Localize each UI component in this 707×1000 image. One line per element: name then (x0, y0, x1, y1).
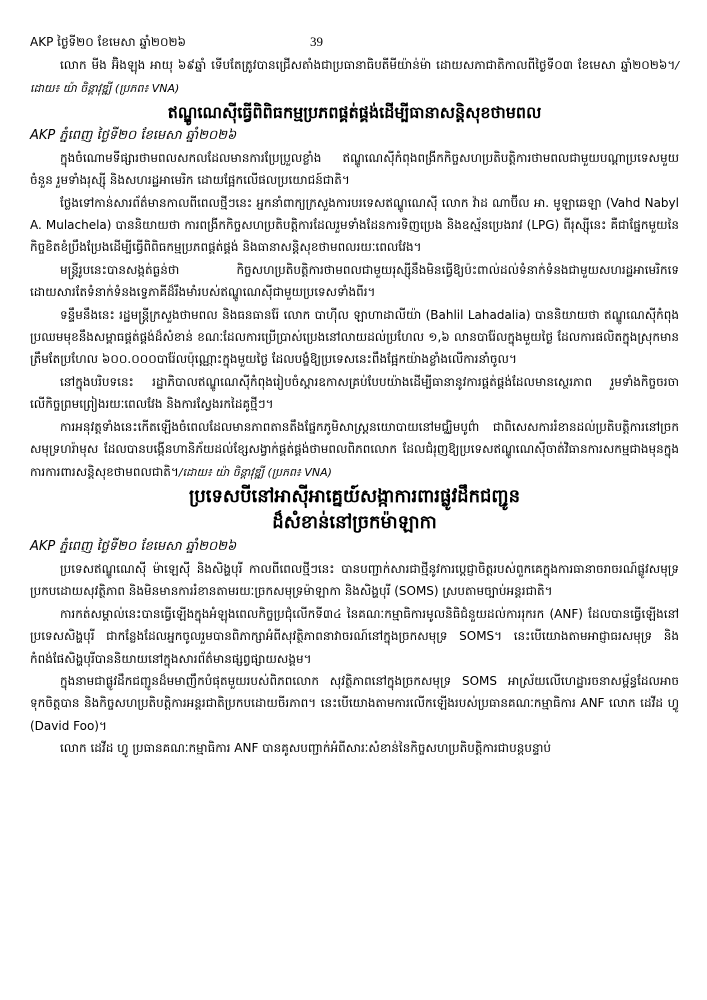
page-header (30, 34, 679, 54)
article-1-paragraph-text: ការអនុវត្តទាំងនេះកើតឡើងចំពេលដែលមានភាពតានតឹងផ្នែកភូមិសាស្ត្រនយោបាយនៅមជ្ឈិមបូព៌ា ជាពិសេសការរំខានដល់ប្រតិបត្តិការនៅច្រកសមុទ្រហរ៉ាមុស ដែលបានបង្កើនហានិភ័យដល់ខ្សែសង្វាក់ផ្គត់ផ្គង់ថាមពលពិភពលោក ដែលជំរុញឱ្យប្រទេសឥណ្ឌូណេស៊ីចាត់វិធានការសកម្មជាងមុនក្នុងការការពារសន្ដិសុខថាមពលជាតិ។ (30, 419, 679, 479)
article-1-paragraph: នៅក្នុងបរិបទនេះ រដ្ឋាភិបាលឥណ្ឌូណេស៊ីកំពុងរៀបចំស្ដារឧកាសគ្រប់បែបយ៉ាងដើម្បីធានានូវការផ្គត់ផ្គង់ដែលមានស្ថេរភាព រួមទាំងកិច្ចចរចាលើកិច្ចព្រមព្រៀងរយៈពេលវែង និងការស្វែងរកដៃគូថ្មីៗ។ (30, 374, 679, 412)
article-1-paragraph: ថ្លែងទៅកាន់សារព័ត៌មានកាលពីពេលថ្មីៗនេះ អ្នកនាំពាក្យក្រសួងការបរទេសឥណ្ឌូណេស៊ី លោក វ៉ាដ ណាប៊ីល អា. មូឡាឆេឡា (Vahd Nabyl A. Mulachela) បាននិយាយថា ការពង្រីកកិច្ចសហប្រតិបត្តិការដែលរួមទាំងដែនការទិញប្រេង និងឧស្ម័នប្រេងរាវ (LPG) ពីរុស្ស៊ីនេះ គឺជាផ្នែកមួយនៃកិច្ចខិតខំប្រឹងប្រែងដើម្បីធ្វើពិពិធកម្មប្រភពផ្គត់ផ្គង់ និងធានាសន្ដិសុខថាមពលរយៈពេលវែង។ (30, 195, 679, 255)
article-2-headline-line-2: ដ៏សំខាន់នៅច្រកម៉ាឡាកា (272, 511, 437, 533)
page-number: 39 (310, 34, 323, 49)
article-1-paragraph: ក្នុងចំណោមទីផ្សារថាមពលសកលដែលមានការប្រែប្រួលខ្លាំង ឥណ្ឌូណេស៊ីកំពុងពង្រីកកិច្ចសហប្រតិបត្តិការថាមពលជាមួយបណ្ដាប្រទេសមួយចំនួន រួមទាំងរុស្ស៊ី និងសហរដ្ឋអាមេរិក ដោយផ្អែកលើផលប្រយោជន៍ជាតិ។ (30, 150, 679, 188)
article-1-headline: ឥណ្ឌូណេស៊ីធ្វើពិពិធកម្មប្រភពផ្គត់ផ្គង់ដើម្បីធានាសន្ដិសុខថាមពល (167, 102, 542, 122)
article-2-paragraph: ក្នុងនាមជាផ្លូវដឹកជញ្ជូនដ៏មមាញឹកបំផុតមួយរបស់ពិភពលោក សុវត្ថិភាពនៅក្នុងច្រកសមុទ្រ SOMS អាស្រ័យលើហេដ្ឋារចនាសម្ព័ន្ធដែលអាចទុកចិត្តបាន និងកិច្ចសហប្រតិបត្តិការអន្តរជាតិប្រកបដោយចីរភាព។ នេះបើយោងតាមការលើកឡើងរបស់ប្រធានគណៈកម្មាធិការ ANF លោក ដេវីដ ហ្វូ (David Foo)។ (30, 673, 679, 733)
article-1-dateline: AKP ភ្នំពេញ ថ្ងៃទី២០ ខែមេសា ឆ្នាំ២០២៦ (30, 127, 237, 143)
header-source-date: AKP ថ្ងៃទី២០ ខែមេសា ឆ្នាំ២០២៦ (30, 35, 187, 49)
article-1-paragraph: មន្ត្រីរូបនេះបានសង្កត់ធ្ងន់ថា កិច្ចសហប្រតិបត្តិការថាមពលជាមួយរុស្ស៊ីនឹងមិនធ្វើឱ្យប៉ះពាល់ដល់ទំនាក់ទំនងជាមួយសហរដ្ឋអាមេរិកទេ ដោយសារតែទំនាក់ទំនងទ្វេភាគីដ៏រឹងមាំរបស់ឥណ្ឌូណេស៊ីជាមួយប្រទេសទាំងពីរ។ (30, 262, 679, 300)
article-2-dateline: AKP ភ្នំពេញ ថ្ងៃទី២០ ខែមេសា ឆ្នាំ២០២៦ (30, 538, 237, 554)
intro-source-credit: /ដោយ៖ យ៉ា ចិន្ដាវុឌ្ឍី (ប្រភព៖ VNA) (30, 59, 679, 96)
intro-paragraph (30, 54, 679, 101)
intro-text: លោក មីង អ៊ិងឡុង អាយុ ៦៩ឆ្នាំ ទើបតែត្រូវបានជ្រើសតាំងជាប្រធានាធិបតីមីយ៉ាន់ម៉ា ដោយសភាជាតិកាលពីថ្ងៃទី០៣ ខែមេសា ឆ្នាំ២០២៦។ (60, 58, 676, 72)
article-1-last-paragraph (30, 416, 679, 484)
article-2-paragraph: ការកត់សម្គាល់នេះបានធ្វើឡើងក្នុងអំឡុងពេលកិច្ចប្រជុំលើកទី៣៤ នៃគណៈកម្មាធិការមូលនិធិជំនួយដល់ការរុករក (ANF) ដែលបានធ្វើឡើងនៅប្រទេសសិង្ហបុរី ជាកន្លែងដែលអ្នកចូលរួមបានពិភាក្សាអំពីសុវត្ថិភាពនាវាចរណ៍នៅក្នុងច្រកសមុទ្រ SOMS។ នេះបើយោងតាមអាជ្ញាធរសមុទ្រ និងកំពង់ផែសិង្ហបុរីបាននិយាយនៅក្នុងសារព័ត៌មានផ្សព្វផ្សាយសង្គម។ (30, 606, 679, 666)
article-1-paragraph: ទន្ទឹមនឹងនេះ រដ្ឋមន្ត្រីក្រសួងថាមពល និងធនធានរ៉ែ លោក បាហ៊ីល ឡាហាដាលីយ៉ា (Bahlil Lahadalia) បាននិយាយថា ឥណ្ឌូណេស៊ីកំពុងប្រឈមមុខនឹងសម្ពាធផ្គត់ផ្គង់ដ៏សំខាន់ ខណៈដែលការប្រើប្រាស់ប្រេងនៅលាយដល់ប្រហែល ១,៦ លានបារ៉ែលក្នុងមួយថ្ងៃ ដែលការផលិតក្នុងស្រុកមានត្រឹមតែប្រហែល ៦០០.០០០បារ៉ែលប៉ុណ្ណោះក្នុងមួយថ្ងៃ ដែលបង្ខំឱ្យប្រទេសនេះពឹងផ្អែកយ៉ាងខ្លាំងលើការនាំចូល។ (30, 307, 679, 367)
article-2-paragraph: ប្រទេសឥណ្ឌូណេស៊ី ម៉ាឡេស៊ី និងសិង្ហបុរី កាលពីពេលថ្មីៗនេះ បានបញ្ជាក់សារជាថ្មីនូវការប្ដេជ្ញាចិត្តរបស់ពួកគេក្នុងការធានាចរាចរណ៍ផ្លូវសមុទ្រប្រកបដោយសុវត្ថិភាព និងមិនមានការរំខានតាមរយៈច្រកសមុទ្រម៉ាឡាកា និងសិង្ហបុរី (SOMS) ស្របតាមច្បាប់អន្តរជាតិ។ (30, 561, 679, 599)
article-1-source-credit: /ដោយ៖ យ៉ា ចិន្ដាវុឌ្ឍី (ប្រភព៖ VNA) (178, 465, 332, 479)
article-2-paragraph: លោក ដេវីដ ហ្វូ ប្រធានគណៈកម្មាធិការ ANF បានគូសបញ្ជាក់អំពីសារៈសំខាន់នៃកិច្ចសហប្រតិបត្តិការជាបន្តបន្ទាប់ (60, 741, 551, 756)
article-2-headline-line-1: ប្រទេសបីនៅអាស៊ីអាគ្នេយ៍សង្កាការពារផ្លូវដឹកជញ្ជូន (189, 485, 520, 507)
